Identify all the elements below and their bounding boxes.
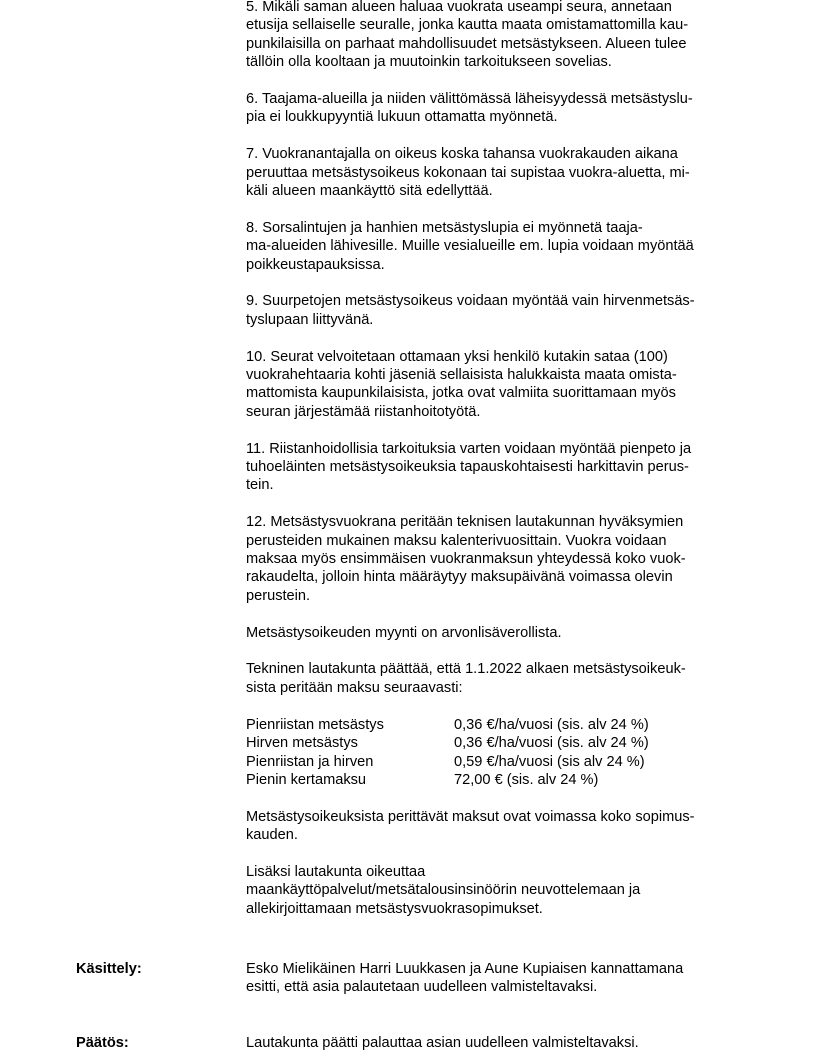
paragraph-rule-11: 11. Riistanhoidollisia tarkoituksia varten voidaan myöntää pienpeto ja tuhoeläinten metsästysoikeuksia tapauskohtaisesti harkittavin perus- tein.	[246, 440, 692, 494]
paragraph-rule-5: 5. Mikäli saman alueen haluaa vuokrata useampi seura, annetaan etusija sellaiselle seuralle, jonka kautta maata omistamattomilla kau- punkilaisilla on parhaat mahdollisuudet metsästykseen. Alueen tulee tällöin olla kooltaan ja muutoinkin tarkoitukseen sovelias.	[246, 0, 689, 71]
fee-row	[246, 734, 746, 752]
paragraph-rule-8: 8. Sorsalintujen ja hanhien metsästyslupia ei myönnetä taaja- ma-alueiden lähivesille. Muille vesialueille em. lupia voidaan myöntää poikkeustapauksissa.	[246, 219, 694, 273]
paragraph-vat-note: Metsästysoikeuden myynti on arvonlisäverollista.	[246, 624, 562, 641]
fee-row	[246, 716, 746, 734]
fee-value: 0,36 €/ha/vuosi (sis. alv 24 %)	[454, 735, 649, 752]
fee-label: Pienriistan metsästys	[246, 716, 384, 733]
fee-row	[246, 771, 746, 789]
fee-label: Pienriistan ja hirven	[246, 753, 374, 770]
fee-value: 72,00 € (sis. alv 24 %)	[454, 771, 599, 788]
kasittely-text: Esko Mielikäinen Harri Luukkasen ja Aune Kupiaisen kannattamana esitti, että asia palautetaan uudelleen valmisteltavaksi.	[246, 961, 684, 996]
paragraph-fee-validity: Metsästysoikeuksista perittävät maksut ovat voimassa koko sopimus- kauden.	[246, 808, 695, 844]
fee-table	[246, 716, 746, 790]
paragraph-rule-10: 10. Seurat velvoitetaan ottamaan yksi henkilö kutakin sataa (100) vuokrahehtaaria kohti jäseniä sellaisista halukkaista maata omista- mattomista kaupunkilaisista, jotka ovat valmiita suorittamaan myös seuran järjestämää riistanhoitotyötä.	[246, 348, 677, 420]
paragraph-rule-12: 12. Metsästysvuokrana peritään teknisen lautakunnan hyväksymien perusteiden mukainen maksu kalenterivuosittain. Vuokra voidaan maksaa myös ensimmäisen vuokranmaksun yhteydessä koko vuok- rakaudelta, jolloin hinta määräytyy maksupäivänä voimassa olevin perustein.	[246, 514, 686, 604]
paragraph-authorization: Lisäksi lautakunta oikeuttaa maankäyttöpalvelut/metsätalousinsinöörin neuvottelemaan ja allekirjoittamaan metsästysvuokrasopimukset.	[246, 863, 641, 917]
paragraph-rule-7: 7. Vuokranantajalla on oikeus koska tahansa vuokrakauden aikana peruuttaa metsästysoikeus kokonaan tai supistaa vuokra-aluetta, mi- käli alueen maankäyttö sitä edellyttää.	[246, 146, 690, 200]
document-body	[246, 0, 746, 937]
fee-value: 0,59 €/ha/vuosi (sis alv 24 %)	[454, 753, 645, 770]
paragraph-fee-intro: Tekninen lautakunta päättää, että 1.1.2022 alkaen metsästysoikeuk- sista peritään maksu seuraavasti:	[246, 661, 686, 696]
fee-row	[246, 753, 746, 771]
paatos-text: Lautakunta päätti palauttaa asian uudelleen valmisteltavaksi.	[246, 1035, 639, 1051]
fee-label: Hirven metsästys	[246, 735, 358, 752]
paatos-label: Päätös:	[76, 1035, 129, 1051]
paragraph-rule-9: 9. Suurpetojen metsästysoikeus voidaan myöntää vain hirvenmetsäs- tyslupaan liittyvänä.	[246, 293, 695, 328]
kasittely-label: Käsittely:	[76, 961, 142, 977]
fee-value: 0,36 €/ha/vuosi (sis. alv 24 %)	[454, 716, 649, 733]
paragraph-rule-6: 6. Taajama-alueilla ja niiden välittömässä läheisyydessä metsästyslu- pia ei loukkupyyntiä lukuun ottamatta myönnetä.	[246, 91, 693, 126]
fee-label: Pienin kertamaksu	[246, 771, 367, 788]
